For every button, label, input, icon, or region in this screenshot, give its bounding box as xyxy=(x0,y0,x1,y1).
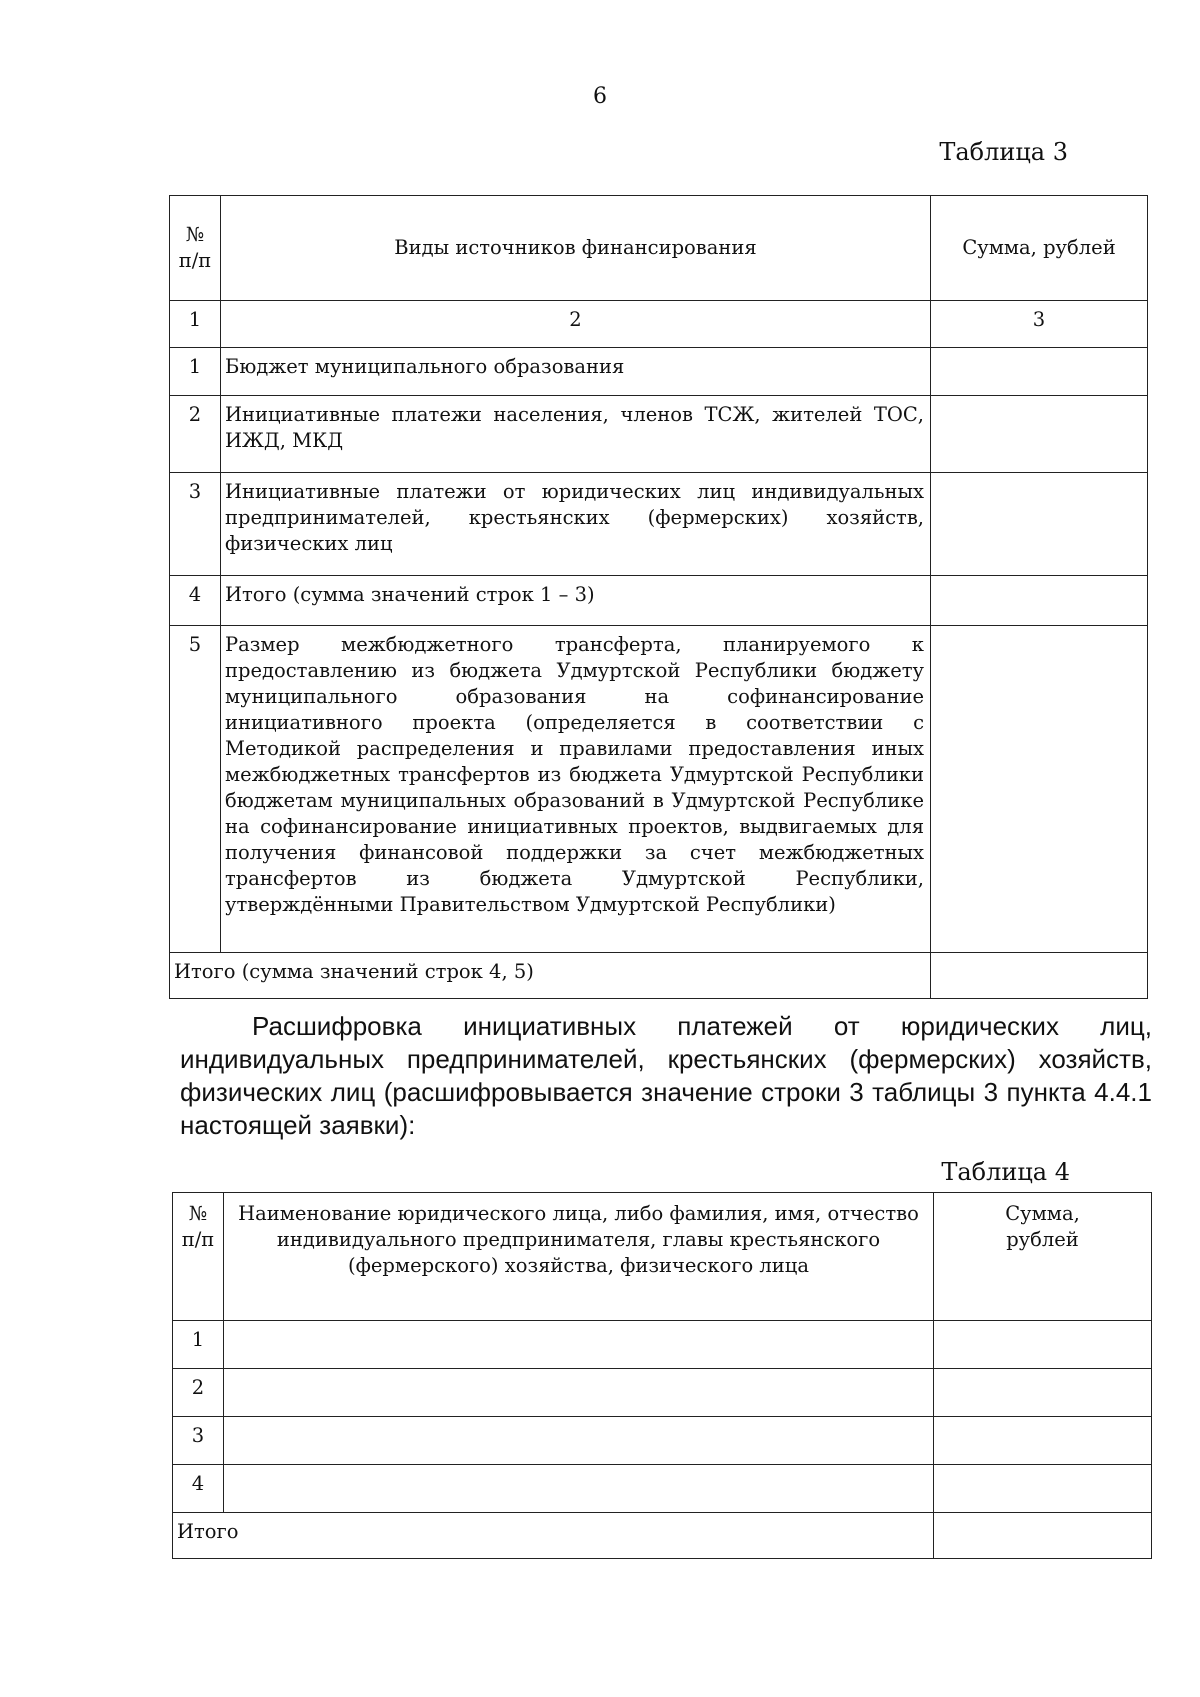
amount-cell[interactable] xyxy=(931,348,1148,396)
index-cell: 1 xyxy=(170,301,221,348)
table-row xyxy=(170,396,1148,473)
index-cell: 2 xyxy=(221,301,931,348)
total-amount-cell[interactable] xyxy=(934,1513,1152,1559)
header-number: № п/п xyxy=(170,196,221,301)
amount-cell[interactable] xyxy=(931,626,1148,953)
table-row xyxy=(173,1321,1152,1369)
payer-name-cell[interactable] xyxy=(224,1465,934,1513)
table-3-caption: Таблица 3 xyxy=(939,138,1068,166)
total-amount-cell[interactable] xyxy=(931,953,1148,999)
total-label: Итого (сумма значений строк 4, 5) xyxy=(170,953,931,999)
row-number: 4 xyxy=(170,576,221,626)
table-row xyxy=(173,1369,1152,1417)
table-4-total-row xyxy=(173,1513,1152,1559)
table-3-index-row xyxy=(170,301,1148,348)
row-text: Инициативные платежи от юридических лиц индивидуальных предпринимателей, крестьянских (фермерских) хозяйств, физических лиц xyxy=(221,473,931,576)
amount-cell[interactable] xyxy=(934,1465,1152,1513)
header-number: № п/п xyxy=(173,1193,224,1321)
page-number: 6 xyxy=(593,84,607,109)
breakdown-paragraph: Расшифровка инициативных платежей от юридических лиц, индивидуальных предпринимателей, крестьянских (фермерских) хозяйств, физических лиц (расшифровывается значение строки 3 таблицы 3 пункта 4.4.1 настоящей заявки): xyxy=(180,1011,1152,1140)
row-number: 4 xyxy=(173,1465,224,1513)
table-4-caption: Таблица 4 xyxy=(941,1158,1070,1186)
amount-cell[interactable] xyxy=(931,576,1148,626)
header-amount: Сумма, рублей xyxy=(934,1193,1152,1321)
row-number: 2 xyxy=(173,1369,224,1417)
payer-name-cell[interactable] xyxy=(224,1417,934,1465)
table-row xyxy=(170,473,1148,576)
amount-cell[interactable] xyxy=(931,396,1148,473)
row-text: Бюджет муниципального образования xyxy=(221,348,931,396)
table-3-header-row xyxy=(170,196,1148,301)
header-source-type: Виды источников финансирования xyxy=(221,196,931,301)
row-number: 5 xyxy=(170,626,221,953)
row-text: Инициативные платежи населения, членов ТСЖ, жителей ТОС, ИЖД, МКД xyxy=(221,396,931,473)
amount-cell[interactable] xyxy=(934,1321,1152,1369)
header-amount: Сумма, рублей xyxy=(931,196,1148,301)
row-number: 1 xyxy=(173,1321,224,1369)
table-row xyxy=(173,1417,1152,1465)
table-row xyxy=(170,576,1148,626)
table-row xyxy=(173,1465,1152,1513)
table-4-payer-breakdown xyxy=(172,1192,1152,1559)
row-number: 1 xyxy=(170,348,221,396)
row-number: 3 xyxy=(173,1417,224,1465)
table-3-financing-sources xyxy=(169,195,1148,999)
payer-name-cell[interactable] xyxy=(224,1369,934,1417)
payer-name-cell[interactable] xyxy=(224,1321,934,1369)
header-payer-name: Наименование юридического лица, либо фамилия, имя, отчество индивидуального предпринимателя, главы крестьянского (фермерского) хозяйства, физического лица xyxy=(224,1193,934,1321)
row-number: 3 xyxy=(170,473,221,576)
table-4-header-row xyxy=(173,1193,1152,1321)
amount-cell[interactable] xyxy=(931,473,1148,576)
amount-cell[interactable] xyxy=(934,1369,1152,1417)
table-row xyxy=(170,348,1148,396)
row-text: Размер межбюджетного трансферта, планируемого к предоставлению из бюджета Удмуртской Республики бюджету муниципального образования на софинансирование инициативного проекта (определяется в соответствии с Методикой распределения и правилами предоставления иных межбюджетных трансфертов из бюджета Удмуртской Республики бюджетам муниципальных образований в Удмуртской Республике на софинансирование инициативных проектов, выдвигаемых для получения финансовой поддержки за счет межбюджетных трансфертов из бюджета Удмуртской Республики, утверждёнными Правительством Удмуртской Республики) xyxy=(221,626,931,953)
row-number: 2 xyxy=(170,396,221,473)
total-label: Итого xyxy=(173,1513,934,1559)
table-3-total-row xyxy=(170,953,1148,999)
amount-cell[interactable] xyxy=(934,1417,1152,1465)
index-cell: 3 xyxy=(931,301,1148,348)
table-row xyxy=(170,626,1148,953)
row-text: Итого (сумма значений строк 1 – 3) xyxy=(221,576,931,626)
